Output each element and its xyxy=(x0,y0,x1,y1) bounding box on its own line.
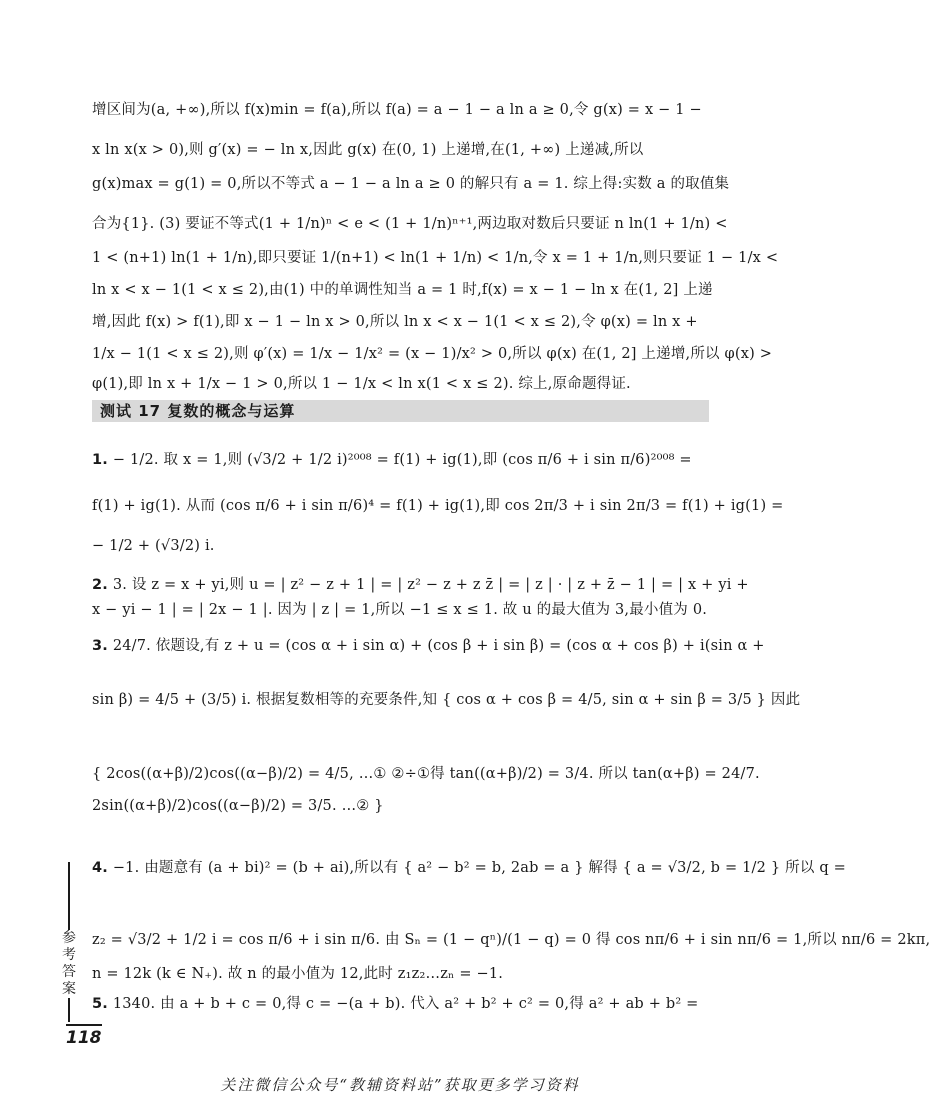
answer-1 xyxy=(92,450,712,470)
footer-note: 关注微信公众号“教辅资料站”获取更多学习资料 xyxy=(220,1076,580,1094)
section-title: 测试 17 复数的概念与运算 xyxy=(100,402,296,420)
text-line: 2sin((α+β)/2)cos((α−β)/2) = 3/5. …② } xyxy=(92,798,384,814)
answer-number: 4. xyxy=(92,860,108,876)
answer-text: − 1/2. 取 x = 1,则 (√3/2 + 1/2 i)²⁰⁰⁸ = f(1) + ig(1),即 (cos π/6 + i sin π/6)²⁰⁰⁸ = xyxy=(112,452,692,468)
answer-3 xyxy=(92,636,765,656)
page-number: 118 xyxy=(66,1024,102,1048)
answer-text: −1. 由题意有 (a + bi)² = (b + ai),所以有 { a² − b² = b, 2ab = a } 解得 { a = √3/2, b = 1/2 } 所以 q = xyxy=(112,860,846,876)
answer-number: 5. xyxy=(92,996,108,1012)
text-line: − 1/2 + (√3/2) i. xyxy=(92,538,215,554)
text-line: ln x < x − 1(1 < x ≤ 2),由(1) 中的单调性知当 a = 1 时,f(x) = x − 1 − ln x 在(1, 2] 上递 xyxy=(92,282,713,298)
answer-number: 1. xyxy=(92,452,108,468)
answer-number: 2. xyxy=(92,577,108,593)
text-line: n = 12k (k ∈ N₊). 故 n 的最小值为 12,此时 z₁z₂…zₙ = −1. xyxy=(92,966,504,982)
answer-2 xyxy=(92,575,749,595)
text-line: { 2cos((α+β)/2)cos((α−β)/2) = 4/5, …① ②÷①得 tan((α+β)/2) = 3/4. 所以 tan(α+β) = 24/7. xyxy=(92,766,760,782)
text-line: 1/x − 1(1 < x ≤ 2),则 φ′(x) = 1/x − 1/x² = (x − 1)/x² > 0,所以 φ(x) 在(1, 2] 上递增,所以 φ(x) > xyxy=(92,346,773,362)
side-label: 参考答案 xyxy=(62,930,76,997)
text-line: 增区间为(a, +∞),所以 f(x)min = f(a),所以 f(a) = a − 1 − a ln a ≥ 0,令 g(x) = x − 1 − xyxy=(92,102,702,118)
text-line: x − yi − 1 | = | 2x − 1 |. 因为 | z | = 1,所以 −1 ≤ x ≤ 1. 故 u 的最大值为 3,最小值为 0. xyxy=(92,602,708,618)
answer-text: 3. 设 z = x + yi,则 u = | z² − z + 1 | = | z² − z + z z̄ | = | z | · | z + z̄ − 1 | = | x + yi + xyxy=(112,577,749,593)
text-line: g(x)max = g(1) = 0,所以不等式 a − 1 − a ln a ≥ 0 的解只有 a = 1. 综上得:实数 a 的取值集 xyxy=(92,176,730,192)
answer-text: 1340. 由 a + b + c = 0,得 c = −(a + b). 代入 a² + b² + c² = 0,得 a² + ab + b² = xyxy=(112,996,699,1012)
answer-5 xyxy=(92,994,712,1014)
text-line: z₂ = √3/2 + 1/2 i = cos π/6 + i sin π/6. 由 Sₙ = (1 − qⁿ)/(1 − q) = 0 得 cos nπ/6 + i sin nπ/6 = 1,所以 nπ/6 = 2kπ, xyxy=(92,932,930,948)
text-line: 1 < (n+1) ln(1 + 1/n),即只要证 1/(n+1) < ln(1 + 1/n) < 1/n,令 x = 1 + 1/n,则只要证 1 − 1/x < xyxy=(92,250,779,266)
answer-4 xyxy=(92,858,846,878)
text-line: f(1) + ig(1). 从而 (cos π/6 + i sin π/6)⁴ = f(1) + ig(1),即 cos 2π/3 + i sin 2π/3 = f(1) + ig(1) = xyxy=(92,498,784,514)
answer-text: 24/7. 依题设,有 z + u = (cos α + i sin α) + (cos β + i sin β) = (cos α + cos β) + i(sin α + xyxy=(112,638,765,654)
text-line: φ(1),即 ln x + 1/x − 1 > 0,所以 1 − 1/x < ln x(1 < x ≤ 2). 综上,原命题得证. xyxy=(92,376,631,392)
text-line: x ln x(x > 0),则 g′(x) = − ln x,因此 g(x) 在(0, 1) 上递增,在(1, +∞) 上递减,所以 xyxy=(92,142,644,158)
text-line: 合为{1}. (3) 要证不等式(1 + 1/n)ⁿ < e < (1 + 1/n)ⁿ⁺¹,两边取对数后只要证 n ln(1 + 1/n) < xyxy=(92,216,728,232)
text-line: 增,因此 f(x) > f(1),即 x − 1 − ln x > 0,所以 ln x < x − 1(1 < x ≤ 2),令 φ(x) = ln x + xyxy=(92,314,698,330)
text-line: sin β) = 4/5 + (3/5) i. 根据复数相等的充要条件,知 { cos α + cos β = 4/5, sin α + sin β = 3/5 } 因此 xyxy=(92,692,801,708)
answer-number: 3. xyxy=(92,638,108,654)
